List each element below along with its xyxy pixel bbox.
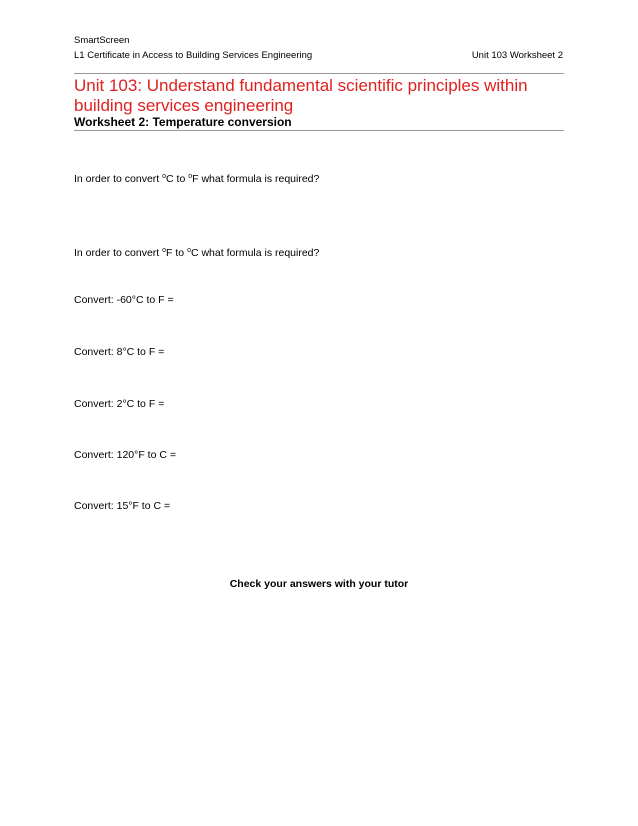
degree-symbol: o [187, 247, 191, 254]
question-1-pre: In order to convert [74, 173, 163, 185]
header-sheet-id: Unit 103 Worksheet 2 [471, 50, 563, 61]
question-2-post: C what formula is required? [190, 247, 320, 259]
title-divider [74, 130, 564, 131]
degree-symbol: o [162, 247, 167, 254]
question-4: Convert: 8°C to F = [74, 346, 165, 358]
degree-symbol: o [162, 173, 167, 180]
question-2-mid: F to [166, 247, 188, 259]
header-organisation: SmartScreen [74, 35, 130, 46]
question-1 [74, 170, 319, 186]
header-divider [74, 73, 564, 74]
question-2-pre: In order to convert [74, 247, 163, 259]
header-course: L1 Certificate in Access to Building Services Engineering [74, 50, 313, 61]
question-2 [74, 244, 319, 260]
question-3: Convert: -60°C to F = [74, 294, 174, 306]
question-1-post: F what formula is required? [192, 173, 320, 185]
question-7: Convert: 15°F to C = [74, 500, 171, 512]
page-title: Unit 103: Understand fundamental scientific principles within building services engineering [74, 76, 528, 115]
tutor-check-note: Check your answers with your tutor [229, 578, 409, 590]
page-subtitle: Worksheet 2: Temperature conversion [74, 115, 292, 129]
question-6: Convert: 120°F to C = [74, 449, 176, 461]
question-5: Convert: 2°C to F = [74, 398, 165, 410]
question-1-mid: C to [166, 173, 189, 185]
degree-symbol: o [188, 173, 193, 180]
